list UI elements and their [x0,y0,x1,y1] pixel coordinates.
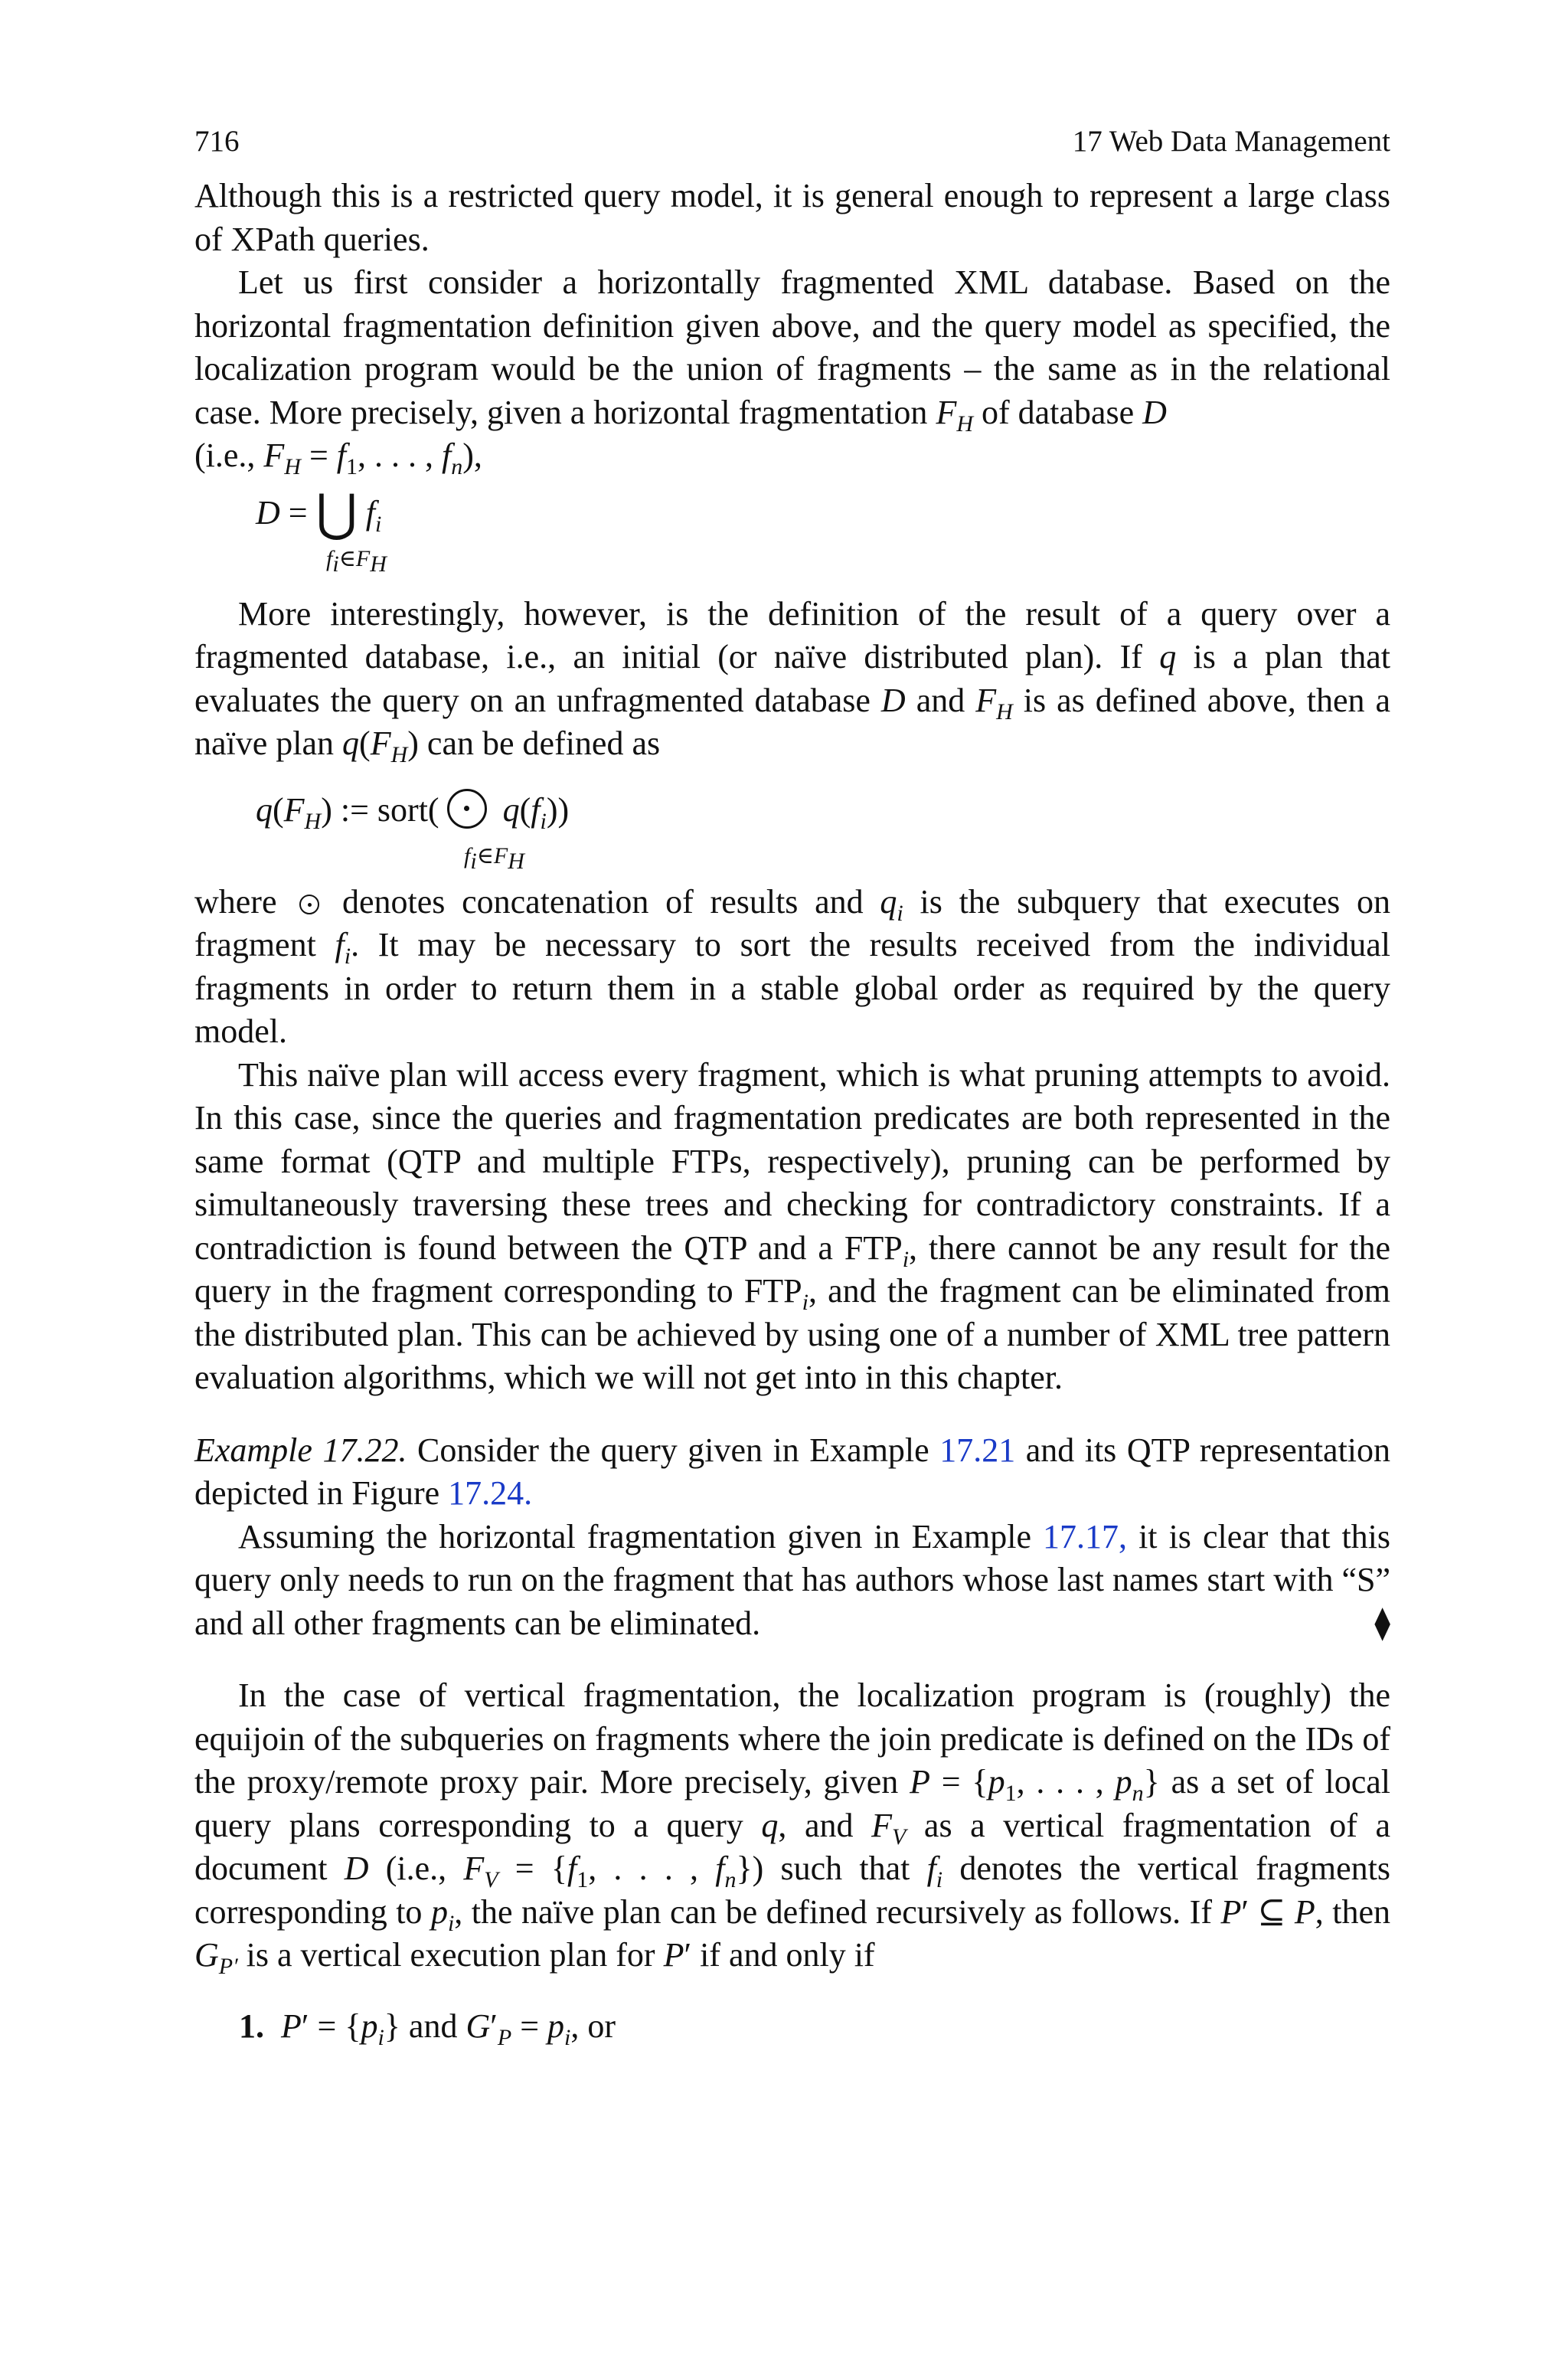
paragraph-4: where denotes concatenation of results and $q_i$ is the subquery that executes on fragment $f_i$. It may be necessary to sort the results received from the individual fragments in order to return them in a stable global order as required by the query model. [194,882,1391,1050]
equation-naive-plan: $q(F_H)$ := sort( $q(f_i)$) $f_i\in F_H$ [194,766,1390,881]
paragraph-6: In the case of vertical fragmentation, the localization program is (roughly) the equijoin of the subqueries on fragments where the join predicate is defined on the IDs of the proxy/remote proxy pair. More precisely, given $P = \{p_1$, . . . , $p_n$} as a set of local query plans corresponding to a query q, and $F_V$ as a vertical fragmentation of a document D (i.e., $F_V = \{f_1$, . . . , $f_n$}) such that $f_i$ denotes the vertical fragments corresponding to $p_i$, the naïve plan can be defined recursively as follows. If P′ ⊆ P, then $G_{P'}$ is a vertical execution plan for P′ if and only if [194,1676,1391,1979]
paragraph-1: Although this is a restricted query model, it is general enough to represent a large class of XPath queries. [194,177,1390,258]
example-label: Example 17.22. [194,1431,407,1469]
ref-example-17-17[interactable]: 17.17, [1043,1517,1128,1555]
page-number: 716 [194,125,240,158]
ref-figure-17-24[interactable]: 17.24. [448,1474,533,1512]
running-header [194,123,1390,161]
list-item-1: 1. $P' = \{p_i\}$ and $G'_P = p_i$, or [239,2007,616,2050]
ref-example-17-21[interactable]: 17.21 [939,1431,1016,1469]
page [194,123,1390,2048]
chapter-title: 17 Web Data Management [1072,125,1390,158]
concat-operator-icon [299,895,319,914]
example-block: Example 17.22. Consider the query given in Example 17.21 and its QTP representation depicted in Figure 17.24. Assuming the horizontal fragmentation given in Example 17.17, it is clear that this query only needs to run on the fragment that has authors whose last names start with “S” and all other fragments can be eliminated. ⧫ [194,1429,1390,1646]
end-of-example-icon: ⧫ [1374,1605,1390,1641]
paragraph-3: More interestingly, however, is the definition of the result of a query over a fragmented database, i.e., an initial (or naïve distributed plan). If q is a plan that evaluates the query on an unfragmented database D and $F_H$ is as defined above, then a naïve plan $q(F_H)$ can be defined as [194,594,1391,767]
concat-operator-icon [447,789,487,829]
paragraph-5: This naïve plan will access every fragment, which is what pruning attempts to avoid. In this case, since the queries and fragmentation predicates are both represented in the same format (QTP and multiple FTPs, respectively), pruning can be performed by simultaneously traversing these trees and checking for contradictory constraints. If a contradiction is found between the QTP and a $FTP_i$, there cannot be any result for the query in the fragment corresponding to $FTP_i$, and the fragment can be eliminated from the distributed plan. This can be achieved by using one of a number of XML tree pattern evaluation algorithms, which we will not get into in this chapter. [194,1055,1390,1396]
equation-union: D = ⋃ $f_i$ $f_i\in F_H$ [256,485,387,577]
paragraph-2: Let us first consider a horizontally fragmented XML database. Based on the horizontal fragmentation definition given above, and the query model as specified, the localization program would be the union of fragments – the same as in the relational case. More precisely, given a horizontal fragmentation $F_H$ of database D (i.e., $F_H = f_1$, . . . , $f_n$), [194,263,1390,479]
